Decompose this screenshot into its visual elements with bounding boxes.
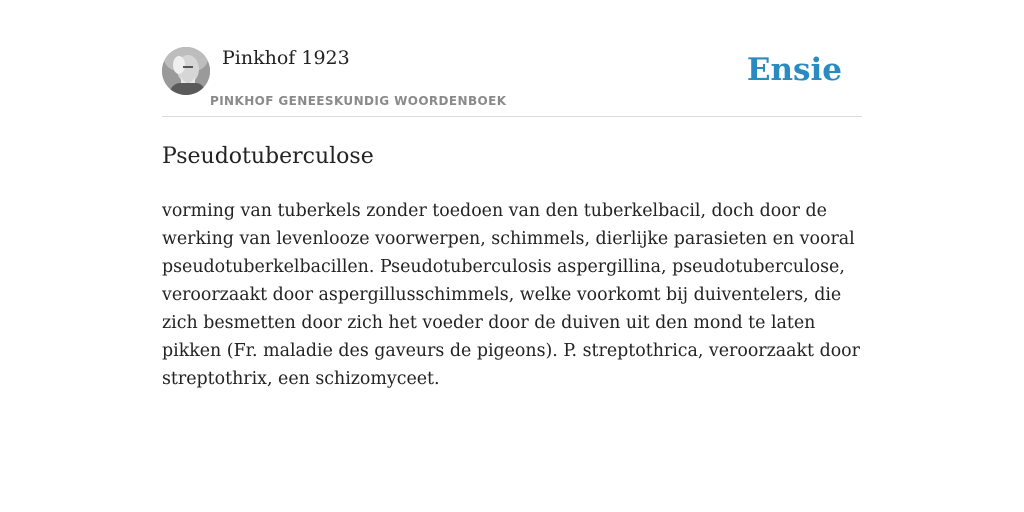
- author-name-link[interactable]: Pinkhof 1923: [222, 47, 350, 69]
- entry-title: Pseudotuberculose: [162, 144, 374, 169]
- portrait-photo-icon: [162, 47, 210, 95]
- author-avatar[interactable]: [162, 47, 210, 95]
- ensie-logo[interactable]: Ensie: [746, 52, 842, 88]
- source-label: PINKHOF GENEESKUNDIG WOORDENBOEK: [210, 94, 507, 108]
- entry-card: [162, 44, 862, 393]
- entry-definition: vorming van tuberkels zonder toedoen van den tuberkelbacil, doch door de werking van levenlooze voorwerpen, schimmels, dierlijke parasieten en vooral pseudotuberkelbacillen. Pseudotuberculosis aspergillina, pseudotuberculose, veroorzaakt door aspergillusschimmels, welke voorkomt bij duiventelers, die zich besmetten door zich het voeder door de duiven uit den mond te laten pikken (Fr. maladie des gaveurs de pigeons). P. streptothrica, veroorzaakt door streptothrix, een schizomyceet.: [162, 201, 860, 389]
- entry-header: [162, 44, 862, 117]
